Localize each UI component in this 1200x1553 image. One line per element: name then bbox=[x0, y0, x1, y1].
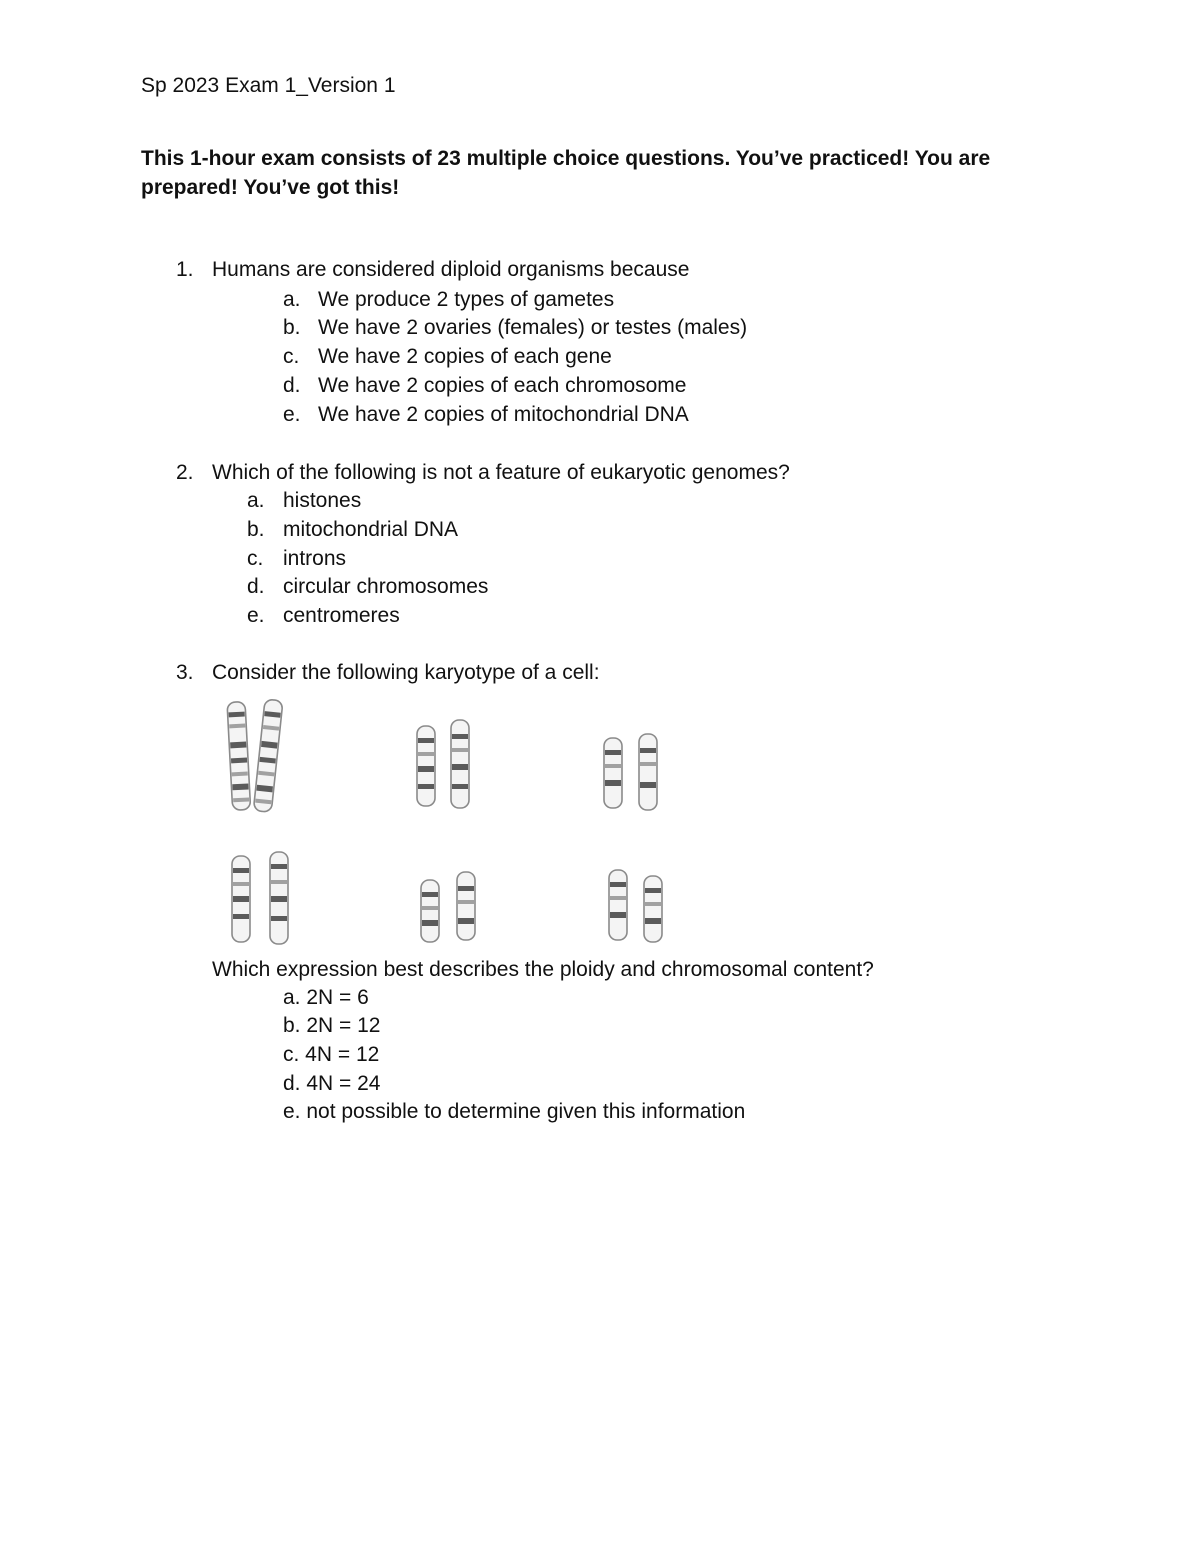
chromosome bbox=[457, 872, 475, 940]
question-1-option-a: We produce 2 types of gametes bbox=[318, 288, 615, 311]
question-1-option-c-letter: c. bbox=[283, 345, 300, 368]
chromosome bbox=[609, 870, 627, 940]
question-2-option-e: centromeres bbox=[283, 604, 400, 627]
question-1-option-b-letter: b. bbox=[283, 316, 301, 339]
chromosome-pair-3 bbox=[604, 734, 657, 810]
question-1-option-b: We have 2 ovaries (females) or testes (males) bbox=[318, 316, 748, 339]
question-1-number: 1. bbox=[176, 258, 194, 281]
question-2-option-a: histones bbox=[283, 489, 362, 512]
question-2-option-c: introns bbox=[283, 547, 347, 570]
chromosome bbox=[644, 876, 662, 942]
exam-title: Sp 2023 Exam 1_Version 1 bbox=[141, 74, 396, 97]
question-2-option-c-letter: c. bbox=[247, 547, 264, 570]
question-2-text: Which of the following is not a feature of eukaryotic genomes? bbox=[212, 461, 790, 484]
chromosome-pair-4 bbox=[232, 852, 288, 944]
question-3-option-b: b. 2N = 12 bbox=[283, 1014, 381, 1037]
question-3-option-a: a. 2N = 6 bbox=[283, 986, 369, 1009]
question-3-text: Consider the following karyotype of a cell: bbox=[212, 661, 600, 684]
question-2-option-d: circular chromosomes bbox=[283, 575, 489, 598]
question-1-option-e: We have 2 copies of mitochondrial DNA bbox=[318, 403, 689, 426]
question-1-option-d-letter: d. bbox=[283, 374, 301, 397]
question-3-option-c: c. 4N = 12 bbox=[283, 1043, 380, 1066]
question-1-option-c: We have 2 copies of each gene bbox=[318, 345, 612, 368]
question-2-option-a-letter: a. bbox=[247, 489, 265, 512]
question-3-number: 3. bbox=[176, 661, 194, 684]
question-2-option-e-letter: e. bbox=[247, 604, 265, 627]
karyotype-figure bbox=[214, 692, 684, 952]
question-2-number: 2. bbox=[176, 461, 194, 484]
chromosome-pair-6 bbox=[609, 870, 662, 942]
question-2-option-b: mitochondrial DNA bbox=[283, 518, 459, 541]
question-3-option-e: e. not possible to determine given this information bbox=[283, 1100, 746, 1123]
chromosome bbox=[639, 734, 657, 810]
question-1-option-e-letter: e. bbox=[283, 403, 301, 426]
chromosome bbox=[227, 702, 251, 811]
chromosome bbox=[604, 738, 622, 808]
question-1-text: Humans are considered diploid organisms because bbox=[212, 258, 690, 281]
question-3-followup: Which expression best describes the ploidy and chromosomal content? bbox=[212, 958, 874, 981]
chromosome-pair-2 bbox=[417, 720, 469, 808]
question-2-option-b-letter: b. bbox=[247, 518, 265, 541]
chromosome bbox=[421, 880, 439, 942]
question-1-option-d: We have 2 copies of each chromosome bbox=[318, 374, 687, 397]
question-3-option-d: d. 4N = 24 bbox=[283, 1072, 381, 1095]
question-1-option-a-letter: a. bbox=[283, 288, 301, 311]
exam-intro: This 1-hour exam consists of 23 multiple choice questions. You’ve practiced! You are prepared! You’ve got this! bbox=[141, 147, 991, 199]
question-2-option-d-letter: d. bbox=[247, 575, 265, 598]
chromosome-pair-5 bbox=[421, 872, 475, 942]
chromosome-pair-1 bbox=[227, 699, 283, 812]
